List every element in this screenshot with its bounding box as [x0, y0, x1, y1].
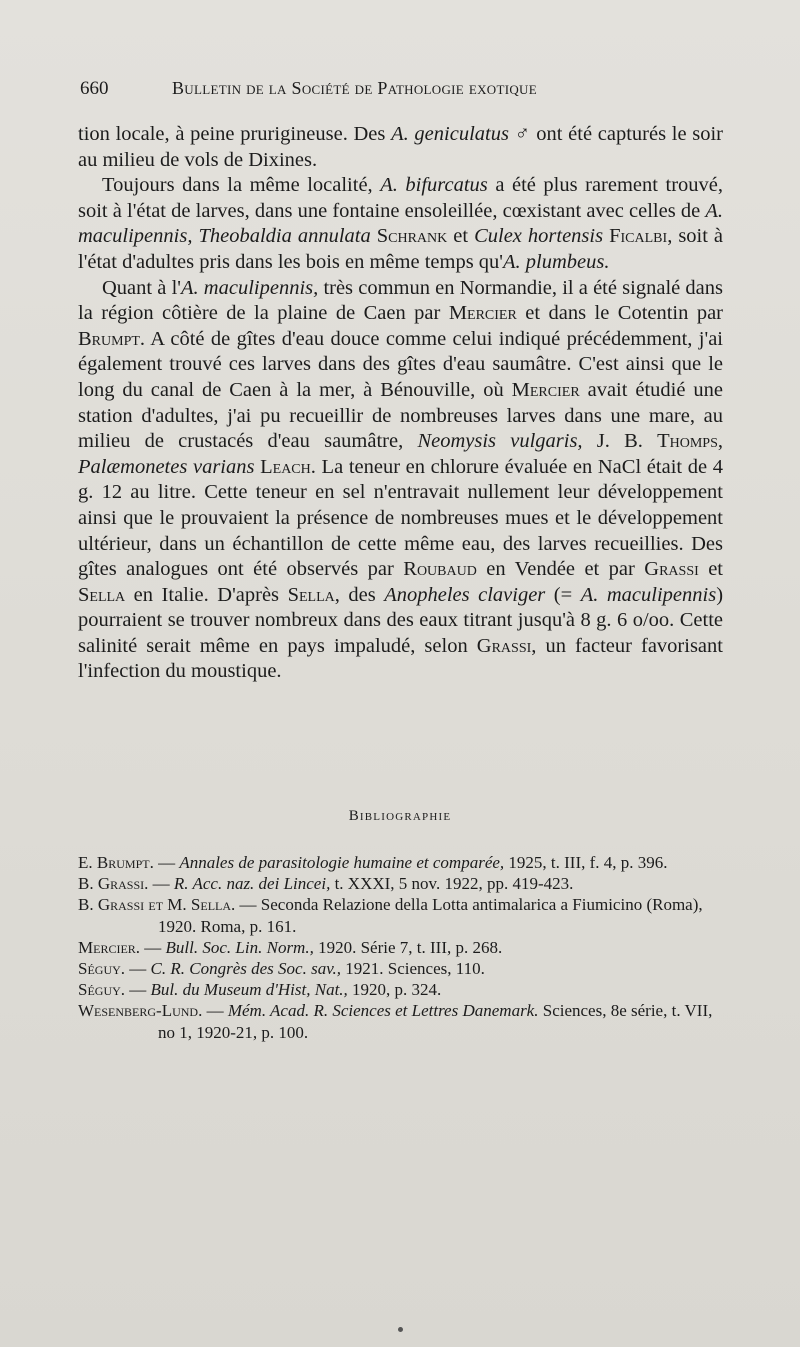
species-name: Anopheles claviger [384, 583, 546, 606]
text-run: A côté de gîtes d'eau douce comme celui indiqué précédemment, j'ai également trouvé ces larves dans des gîtes d'eau saumâtre. C'est ainsi que le long du canal de Caen à la mer, à Bénouville, où [78, 327, 723, 401]
page-header [80, 78, 730, 108]
entry-author: B. Grassi. [78, 874, 149, 894]
author-name: Brumpt. [78, 327, 146, 350]
species-name: Culex hortensis [474, 225, 604, 248]
author-name: Grassi [644, 558, 699, 581]
author-name: Leach. [260, 455, 316, 478]
text-run: et dans le Cotentin par [516, 302, 723, 325]
entry-separator: — [153, 853, 180, 872]
species-name: A. maculipennis [580, 583, 717, 606]
entry-separator: — [235, 895, 261, 915]
text-run: (= [545, 583, 581, 606]
entry-title: Mém. Acad. R. Sciences et Lettres Danemark. [227, 1001, 539, 1021]
print-speck [398, 1327, 403, 1332]
text-run: La teneur en chlorure évaluée en NaCl était de 4 g. 12 au litre. Cette teneur en sel n'entravait nullement leur développement ainsi que le prouvaient la présence de nombreuses mues et le développement ultérieur, dans un échantillon de cette même eau, des larves recueillies. Des gîtes analogues ont été observés par [78, 455, 723, 581]
article-body [78, 122, 723, 685]
species-name: A. bifurcatus [380, 174, 488, 197]
bibliography-entry [78, 873, 728, 894]
bibliography-entry [78, 1000, 728, 1042]
author-name: Ficalbi [609, 225, 668, 248]
entry-details: 1925, t. III, f. 4, p. 396. [504, 853, 668, 872]
entry-author: Wesenberg-Lund. [78, 1001, 203, 1021]
author-name: Roubaud [403, 558, 477, 581]
species-name: A. geniculatus [391, 123, 509, 145]
entry-details: t. XXXI, 5 nov. 1922, pp. 419-423. [330, 874, 574, 894]
entry-author: Mercier. [78, 937, 141, 957]
bibliography-entry [78, 894, 728, 936]
paragraph-3 [78, 276, 723, 686]
entry-details: Seconda Relazione della Lotta antimalarica a Fiumicino (Roma), 1920. Roma, p. 161. [158, 895, 703, 936]
species-name: Neomysis vulgaris, [417, 430, 583, 453]
text-run: , soit à l'état d'adultes pris dans les bois en même temps qu' [78, 225, 724, 273]
text-run: Quant à l' [102, 276, 181, 299]
author-name: Sella [78, 583, 126, 606]
bibliography-entry [78, 937, 728, 958]
text-run: ) pourraient se trouver nombreux dans des eaux titrant jusqu'à 8 g. 6 o/oo. Cette salinité serait même en pays impaludé, selon [78, 583, 724, 657]
bibliography-entry [78, 852, 728, 873]
text-run: avait étudié une station d'adultes, j'ai pu recueillir de nombreuses larves dans une mare, au milieu de crustacés d'eau saumâtre, [78, 378, 723, 453]
entry-author: B. Grassi et M. Sella. [78, 895, 236, 915]
author-name: Thomps, [657, 430, 723, 453]
entry-separator: — [125, 980, 151, 1000]
text-run: et [447, 225, 475, 248]
entry-title: Annales de parasitologie humaine et comparée, [179, 853, 505, 872]
entry-title: R. Acc. naz. dei Lincei, [173, 874, 331, 894]
text-run: des [339, 583, 385, 606]
entry-separator: — [148, 874, 174, 894]
entry-details: 1920, p. 324. [347, 980, 442, 1000]
paragraph-2 [78, 173, 723, 275]
entry-details: 1920. Série 7, t. III, p. 268. [313, 937, 503, 957]
text-run: Toujours dans la même localité, [102, 174, 381, 197]
entry-separator: — [140, 937, 166, 957]
text-run: très commun en Normandie, il a été signalé dans la région côtière de la plaine de Caen par [78, 276, 723, 325]
text-run: un facteur favorisant l'infection du moustique. [78, 634, 723, 683]
species-name: A. maculipennis, Theobaldia annulata [78, 199, 723, 248]
paragraph-1 [78, 122, 723, 173]
running-title: Bulletin de la Société de Pathologie exotique [172, 78, 537, 98]
text-run: en Italie. D'après [125, 583, 288, 606]
author-name: Sella, [287, 583, 340, 606]
entry-details: 1921. Sciences, 110. [341, 959, 485, 979]
text-run: tion locale, à peine prurigineuse. Des [78, 123, 392, 145]
bibliography-entry [78, 979, 728, 1000]
entry-title: Bul. du Museum d'Hist, Nat., [150, 980, 348, 1000]
author-name: Schrank [376, 225, 448, 248]
entry-title: Bull. Soc. Lin. Norm., [165, 937, 314, 957]
entry-author: Séguy. [78, 959, 126, 979]
author-name: Mercier [448, 302, 517, 325]
text-run: ♂ ont été capturés le soir au milieu de vols de Dixines. [78, 123, 723, 171]
entry-details: Sciences, 8e série, t. VII, no 1, 1920-21, p. 100. [158, 1001, 713, 1042]
entry-author: Séguy. [78, 980, 126, 1000]
bibliography-entry [78, 958, 728, 979]
bibliography-heading: Bibliographie [348, 808, 452, 824]
page-number: 660 [80, 78, 109, 99]
text-run: a été plus rarement trouvé, soit à l'état de larves, dans une fontaine ensoleillée, cœxistant avec celles de [78, 174, 723, 222]
species-name: A. plumbeus. [503, 250, 610, 273]
text-run: J. B. [582, 430, 658, 453]
entry-author: E. Brumpt. [78, 853, 154, 872]
species-name: Palæmonetes varians [78, 455, 255, 478]
species-name: A. maculipennis, [180, 276, 319, 299]
entry-separator: — [202, 1001, 228, 1021]
text-run: en Vendée et par [476, 558, 645, 581]
text-run: et [698, 558, 724, 581]
author-name: Grassi, [476, 634, 537, 657]
entry-title: C. R. Congrès des Soc. sav., [150, 959, 341, 979]
entry-separator: — [125, 959, 151, 979]
author-name: Mercier [511, 378, 580, 401]
bibliography-list [78, 852, 728, 1043]
